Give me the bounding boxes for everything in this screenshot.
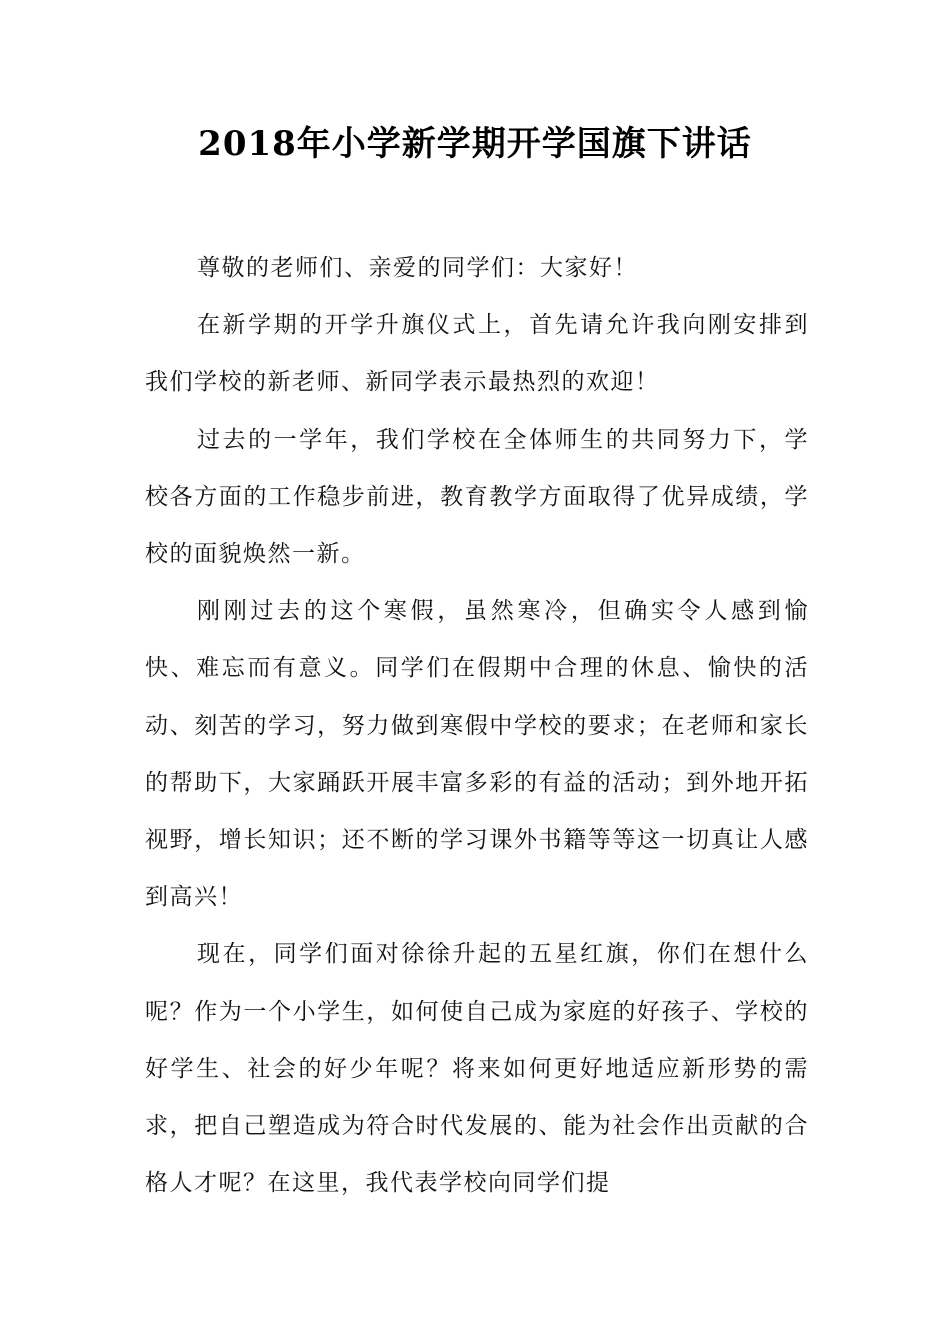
paragraph-welcome: 在新学期的开学升旗仪式上，首先请允许我向刚安排到我们学校的新老师、新同学表示最热烈的欢迎！	[145, 312, 809, 396]
document-title: 2018年小学新学期开学国旗下讲话	[198, 124, 752, 164]
paragraph-winter-break: 刚刚过去的这个寒假，虽然寒冷，但确实令人感到愉快、难忘而有意义。同学们在假期中合理的休息、愉快的活动、刻苦的学习，努力做到寒假中学校的要求；在老师和家长的帮助下，大家踊跃开展丰富多彩的有益的活动；到外地开拓视野，增长知识；还不断的学习课外书籍等等这一切真让人感到高兴！	[145, 598, 809, 911]
paragraph-past-year: 过去的一学年，我们学校在全体师生的共同努力下，学校各方面的工作稳步前进，教育教学方面取得了优异成绩，学校的面貌焕然一新。	[145, 426, 809, 568]
paragraph-greeting: 尊敬的老师们、亲爱的同学们：大家好！	[197, 255, 638, 281]
paragraph-flag-question: 现在，同学们面对徐徐升起的五星红旗，你们在想什么呢？作为一个小学生，如何使自己成为家庭的好孩子、学校的好学生、社会的好少年呢？将来如何更好地适应新形势的需求，把自己塑造成为符合时代发展的、能为社会作出贡献的合格人才呢？在这里，我代表学校向同学们提	[145, 941, 809, 1197]
document-body	[145, 240, 809, 1212]
